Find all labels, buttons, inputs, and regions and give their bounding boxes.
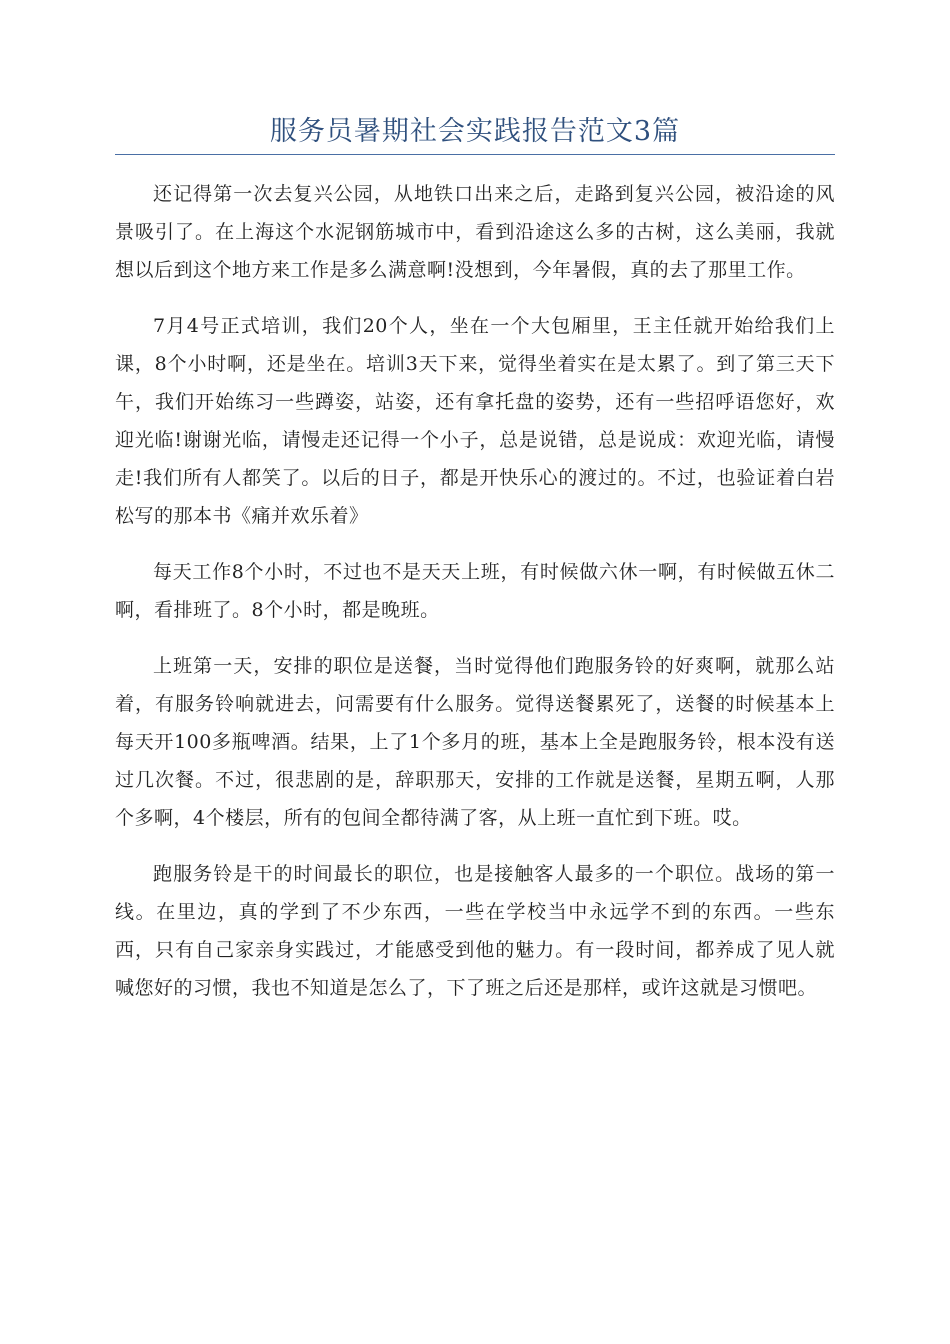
paragraph-3: 每天工作8个小时，不过也不是天天上班，有时候做六休一啊，有时候做五休二啊，看排班了。8个小时，都是晚班。 [115, 561, 835, 621]
paragraph-2: 7月4号正式培训，我们20个人，坐在一个大包厢里，王主任就开始给我们上课，8个小时啊，还是坐在。培训3天下来，觉得坐着实在是太累了。到了第三天下午，我们开始练习一些蹲姿，站姿，还有拿托盘的姿势，还有一些招呼语您好，欢迎光临!谢谢光临，请慢走还记得一个小子，总是说错，总是说成：欢迎光临，请慢走!我们所有人都笑了。以后的日子，都是开快乐心的渡过的。不过，也验证着白岩松写的那本书《痛并欢乐着》 [115, 315, 835, 527]
title-underline [115, 154, 835, 155]
paragraph-4: 上班第一天，安排的职位是送餐，当时觉得他们跑服务铃的好爽啊，就那么站着，有服务铃响就进去，问需要有什么服务。觉得送餐累死了，送餐的时候基本上每天开100多瓶啤酒。结果，上了1个多月的班，基本上全是跑服务铃，根本没有送过几次餐。不过，很悲剧的是，辞职那天，安排的工作就是送餐，星期五啊，人那个多啊，4个楼层，所有的包间全都待满了客，从上班一直忙到下班。哎。 [115, 655, 835, 829]
document-body [115, 175, 835, 1025]
paragraph-5: 跑服务铃是干的时间最长的职位，也是接触客人最多的一个职位。战场的第一线。在里边，真的学到了不少东西，一些在学校当中永远学不到的东西。一些东西，只有自己家亲身实践过，才能感受到他的魅力。有一段时间，都养成了见人就喊您好的习惯，我也不知道是怎么了，下了班之后还是那样，或许这就是习惯吧。 [115, 863, 835, 999]
paragraph-1: 还记得第一次去复兴公园，从地铁口出来之后，走路到复兴公园，被沿途的风景吸引了。在上海这个水泥钢筋城市中，看到沿途这么多的古树，这么美丽，我就想以后到这个地方来工作是多么满意啊!没想到，今年暑假，真的去了那里工作。 [115, 183, 835, 281]
page-title: 服务员暑期社会实践报告范文3篇 [269, 116, 681, 147]
